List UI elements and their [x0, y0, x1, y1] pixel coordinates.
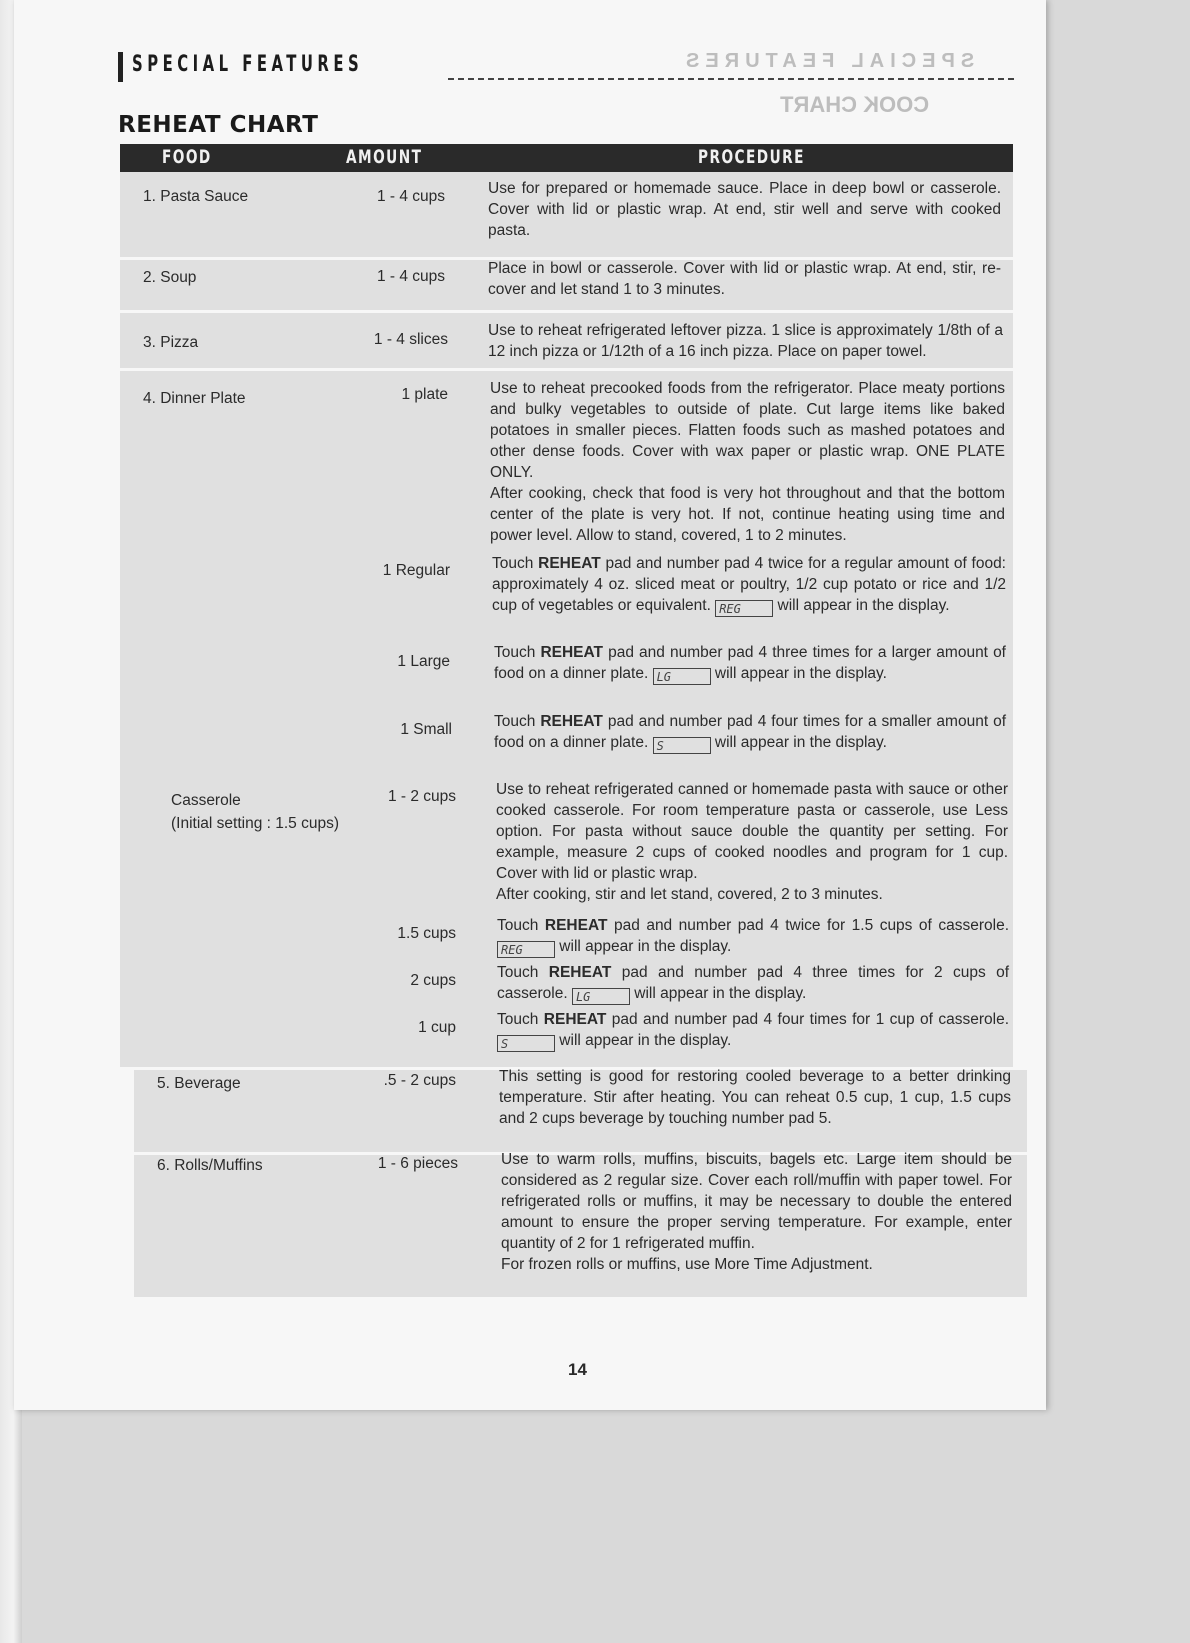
food-name: Casserole — [171, 792, 241, 809]
procedure-text: Touch — [494, 644, 541, 661]
amount: 1 Small — [400, 721, 452, 738]
procedure: Use to warm rolls, muffins, biscuits, bagels etc. Large item should be considered as 2 regular size. Cover each roll/muffin with paper towel. For refrigerated rolls or muffins, it may be necessary to double the entered amount to ensure the proper serving temperature. For example, enter quantity of 2 for 1 refrigerated muffin. — [501, 1151, 1012, 1252]
amount: 1.5 cups — [397, 925, 456, 942]
amount: 1 - 2 cups — [387, 788, 456, 805]
procedure-text: Touch — [497, 964, 549, 981]
amount: .5 - 2 cups — [383, 1072, 456, 1089]
procedure: Use to reheat refrigerated leftover pizza. 1 slice is approximately 1/8th of a 12 inch pizza or 1/12th of a 16 inch pizza. Place on paper towel. — [488, 322, 1003, 360]
procedure-text: will appear in the display. — [710, 665, 887, 682]
section-title: SPECIAL FEATURES — [132, 52, 364, 77]
procedure-text: will appear in the display. — [555, 938, 732, 955]
procedure — [494, 711, 1006, 754]
food-name: 3. Pizza — [143, 334, 199, 351]
procedure-text: Touch — [497, 917, 545, 934]
procedure: This setting is good for restoring cooled beverage to a better drinking temperature. Stir after heating. You can reheat 0.5 cup, 1 cup, 1.5 cups and 2 cups beverage by touching number pad 5. — [499, 1068, 1011, 1127]
procedure-text: pad and number pad 4 twice for 1.5 cups of casserole. — [607, 917, 1010, 934]
section-marker — [118, 52, 123, 82]
amount: 1 - 4 cups — [376, 188, 445, 205]
procedure-text: pad and number pad 4 four times for a smaller amount of food on a dinner plate. — [494, 713, 1006, 751]
procedure: Place in bowl or casserole. Cover with lid or plastic wrap. At end, stir, re-cover and let stand 1 to 3 minutes. — [488, 260, 1001, 298]
procedure — [492, 553, 1006, 617]
section-divider — [448, 78, 1014, 80]
procedure: Use to reheat refrigerated canned or homemade pasta with sauce or other cooked casserole. For room temperature pasta or casserole, use Less option. For pasta without sauce double the quantity per setting. For example, measure 2 cups of cooked noodles and program for 1 cup. Cover with lid or plastic wrap. — [496, 781, 1008, 882]
amount: 1 Large — [397, 653, 450, 670]
procedure-text: will appear in the display. — [773, 597, 950, 614]
procedure: Use for prepared or homemade sauce. Place in deep bowl or casserole. Cover with lid or plastic wrap. At end, stir well and serve with cooked pasta. — [488, 180, 1001, 239]
amount: 1 Regular — [382, 562, 450, 579]
reheat-pad-label: REHEAT — [543, 1011, 607, 1028]
amount: 1 cup — [418, 1019, 456, 1036]
section-header — [118, 52, 1014, 84]
header-amount: AMOUNT — [346, 146, 423, 168]
header-procedure: PROCEDURE — [698, 146, 805, 168]
header-food: FOOD — [162, 146, 212, 168]
chart-title: REHEAT CHART — [118, 112, 319, 138]
procedure-note: After cooking, stir and let stand, covered, 2 to 3 minutes. — [496, 886, 883, 903]
bleed-through-title: COOK CHART — [780, 92, 930, 117]
display-readout: LG — [653, 668, 711, 685]
food-name: 1. Pasta Sauce — [143, 188, 249, 205]
reheat-pad-label: REHEAT — [540, 713, 603, 730]
procedure-text: will appear in the display. — [710, 734, 887, 751]
procedure: Use to reheat precooked foods from the refrigerator. Place meaty portions and bulky vegetables to outside of plate. Cut large items like baked potatoes in smaller pieces. Flatten foods such as mashed potatoes and other dense foods. Cover with wax paper or plastic wrap. ONE PLATE ONLY. — [490, 380, 1005, 481]
display-readout: S — [653, 737, 711, 754]
procedure-note: For frozen rolls or muffins, use More Time Adjustment. — [501, 1256, 873, 1273]
procedure-note: After cooking, check that food is very hot throughout and that the bottom center of the plate is very hot. If not, continue heating using time and power level. Allow to stand, covered, 1 to 2 minutes. — [490, 485, 1005, 544]
food-name: 4. Dinner Plate — [143, 390, 246, 407]
procedure — [497, 962, 1009, 1005]
procedure — [494, 642, 1006, 685]
procedure-text: pad and number pad 4 three times for 2 cups of casserole. — [497, 964, 1009, 1002]
procedure-text: pad and number pad 4 twice for a regular amount of food: approximately 4 oz. sliced meat or poultry, 1/2 cup potato or rice and 1/2 cup of vegetables or equivalent. — [492, 555, 1006, 614]
procedure-text: Touch — [492, 555, 539, 572]
amount: 1 - 6 pieces — [377, 1155, 458, 1172]
reheat-pad-label: REHEAT — [544, 917, 608, 934]
table-header — [120, 144, 1013, 172]
reheat-pad-label: REHEAT — [540, 644, 604, 661]
reheat-pad-label: REHEAT — [538, 555, 601, 572]
reheat-pad-label: REHEAT — [548, 964, 612, 981]
procedure-text: pad and number pad 4 three times for a larger amount of food on a dinner plate. — [494, 644, 1006, 682]
procedure-text: will appear in the display. — [629, 985, 807, 1002]
display-readout: REG — [497, 941, 555, 958]
bleed-through-header: SPECIAL FEATURES — [680, 50, 975, 72]
procedure-text: pad and number pad 4 four times for 1 cup of casserole. — [606, 1011, 1010, 1028]
procedure — [497, 1009, 1009, 1052]
procedure — [497, 915, 1009, 958]
food-name: 2. Soup — [143, 269, 197, 286]
food-note: (Initial setting : 1.5 cups) — [171, 815, 339, 832]
display-readout: LG — [572, 988, 630, 1005]
amount: 1 - 4 slices — [373, 331, 448, 348]
procedure-text: will appear in the display. — [555, 1032, 732, 1049]
procedure-text: Touch — [497, 1011, 544, 1028]
display-readout: REG — [715, 600, 773, 617]
procedure-text: Touch — [494, 713, 541, 730]
food-name: 5. Beverage — [157, 1075, 241, 1092]
amount: 1 plate — [401, 386, 448, 403]
page-number: 14 — [568, 1360, 587, 1379]
amount: 2 cups — [410, 972, 456, 989]
food-name: 6. Rolls/Muffins — [157, 1157, 263, 1174]
amount: 1 - 4 cups — [376, 268, 445, 285]
display-readout: S — [497, 1035, 555, 1052]
